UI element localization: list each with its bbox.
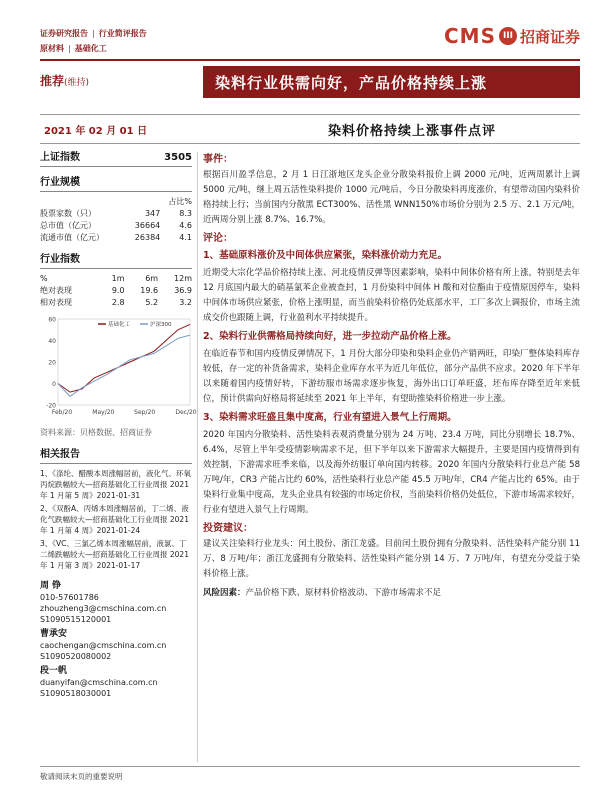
analyst-name: 周 铮 <box>40 581 62 591</box>
main-body <box>203 152 580 601</box>
analyst-email[interactable]: duanyifan@cmschina.com.cn <box>40 678 158 687</box>
y-tick-label: -20 <box>46 402 56 410</box>
x-tick-label: Dec/20 <box>175 409 197 416</box>
analyst-name: 曹承安 <box>40 629 68 639</box>
y-tick-label: 0 <box>52 381 56 388</box>
report-category: 证券研究报告 <box>40 29 88 38</box>
logo-chinese: 招商证券 <box>519 27 580 46</box>
report-subtype: 行业简评报告 <box>98 29 147 38</box>
report-title: 染料行业供需向好，产品价格持续上涨 <box>203 66 580 98</box>
x-tick-label: Sep/20 <box>134 409 156 416</box>
analyst-email[interactable]: caochengan@cmschina.com.cn <box>40 641 167 650</box>
series-line-1 <box>58 335 190 396</box>
x-tick-label: Feb/20 <box>51 409 73 416</box>
scale-unit: 占比% <box>168 197 192 206</box>
analyst-cert: S1090515120001 <box>40 615 112 624</box>
comment-heading: 评论： <box>203 233 233 244</box>
y-tick-label: 60 <box>48 316 56 324</box>
x-tick-label: May/20 <box>92 409 115 416</box>
sector: 原材料 <box>40 44 64 53</box>
logo-seal: III <box>499 27 517 45</box>
related-item[interactable]: 1、《涤纶、醋酸本周涨幅居前，液化气、环氧丙烷跌幅较大—招商基础化工行业周报 2021 年 1 月第 5 周》2021-01-31 <box>40 469 192 500</box>
related-header: 相关报告 <box>40 449 192 464</box>
date-bar <box>40 114 580 144</box>
chart-source: 资料来源：贝格数据、招商证券 <box>40 428 152 437</box>
point-1-heading: 1、基础原料涨价及中间体供应紧张，染料涨价动力充足。 <box>203 250 448 261</box>
event-paragraph: 根据百川盈孚信息，2 月 1 日江浙地区龙头企业分散染料报价上调 2000 元/吨，近两周累计上调 5000 元/吨，继上周五活性染料提价 1000 元/吨后，今日分散染料再度涨价，有望带动国内染料价格持续上行；当前国内分散黑 ECT300%、活性黑 WNN150%市场价分别为 2.5 万、2.1 万元/吨，近两周分别上涨 8.7%、16.7%。 <box>203 170 580 225</box>
analyst-email[interactable]: zhouzheng3@cmschina.com.cn <box>40 604 167 613</box>
footer-note: 敬请阅读末页的重要说明 <box>40 766 580 782</box>
analyst-phone: 010-57601786 <box>40 593 99 602</box>
analyst-list <box>40 581 192 699</box>
analyst-name: 段一帆 <box>40 666 68 676</box>
table-row: 绝对表现 9.0 19.6 36.9 <box>40 286 192 295</box>
table-row: 总市值（亿元） 36664 4.6 <box>40 221 192 230</box>
legend-label: 基础化工 <box>108 322 131 328</box>
header-divider <box>40 59 580 61</box>
point-3-paragraph: 2020 年国内分散染料、活性染料表观消费量分别为 24 万吨、23.4 万吨，同比分别增长 18.7%、6.4%，尽管上半年受疫情影响需求不足，但下半年以来下游需求大幅提升，主要是国内疫情得到有效控制，下游需求旺季来临，以及海外纺服订单向国内转移。2020 年国内分散染料行业总产能 58 万吨/年，CR3 产能占比约 60%，活性染料行业总产能 45.5 万吨/年，CR4 产能占比约 65%。由于染料行业集中度高，龙头企业具有较强的市场定价权，当前染料价格仍处低位，下游市场需求较好，行业有望进入景气上行周期。 <box>203 430 580 515</box>
company-logo <box>444 24 580 48</box>
perf-header: 行业指数 <box>40 254 192 269</box>
scale-header: 行业规模 <box>40 177 192 192</box>
index-label: 上证指数 <box>40 152 80 163</box>
y-tick-label: 20 <box>48 359 56 367</box>
column-divider <box>197 152 198 762</box>
index-chart <box>40 313 197 425</box>
report-type-header: 证券研究报告 | 行业简评报告 原材料 | 基础化工 <box>40 29 147 53</box>
index-row <box>40 152 192 167</box>
analyst-cert: S1090518030001 <box>40 689 112 698</box>
related-item[interactable]: 2、《双酚A、丙烯本周涨幅居前，丁二烯、液化气跌幅较大—招商基础化工行业周报 2021 年 1 月第 4 周》2021-01-24 <box>40 504 189 535</box>
index-chart-svg <box>40 313 197 421</box>
risk-line <box>203 586 580 601</box>
logo-latin: CMS <box>444 24 496 48</box>
invest-paragraph: 建议关注染料行业龙头：闰土股份、浙江龙盛。目前闰土股份拥有分散染料、活性染料产能分别 11 万、8 万吨/年；浙江龙盛拥有分散染料、活性染料产能分别 14 万、7 万吨/年，有望充分受益于染料价格上涨。 <box>203 539 580 579</box>
plot-frame <box>58 319 190 405</box>
series-line-0 <box>58 324 190 392</box>
scale-table <box>40 196 192 244</box>
invest-heading: 投资建议： <box>203 523 253 534</box>
rating <box>40 72 89 89</box>
table-row: 流通市值（亿元） 26384 4.1 <box>40 233 192 242</box>
table-row: 相对表现 2.8 5.2 3.2 <box>40 298 192 307</box>
risk-text: 产品价格下跌、原材料价格波动、下游市场需求不足 <box>245 588 442 598</box>
point-1-paragraph: 近期受大宗化学品价格持续上涨、河北疫情反弹等因素影响，染料中间体价格有所上涨，特别是去年 12 月底国内最大的硝基氯苯企业被查封，1 月份染料中间体 H 酸和对位酯由于疫情原因停车，染料中间体市场供应紧张，价格上涨明显，而当前染料价格仍处底部水平，工厂多次上调报价，市场主流成交价也跟随上调，行业盈利水平持续提升。 <box>203 268 580 323</box>
risk-heading: 风险因素： <box>203 588 246 598</box>
report-date: 2021 年 02 月 01 日 <box>44 126 148 137</box>
point-2-heading: 2、染料行业供需格局持续向好，进一步拉动产品价格上涨。 <box>203 331 457 342</box>
table-row: 股票家数（只） 347 8.3 <box>40 209 192 218</box>
rating-sub: (维持) <box>64 78 90 88</box>
analyst-cert: S1090520080002 <box>40 652 112 661</box>
related-item[interactable]: 3、《VC、三氯乙烯本周涨幅居前，液氯、丁二烯跌幅较大—招商基础化工行业周报 2021 年 1 月第 3 周》2021-01-17 <box>40 539 189 570</box>
report-subtitle: 染料价格持续上涨事件点评 <box>328 124 497 139</box>
perf-table: % 1m 6m 12m 绝对表现 9.0 19.6 36.9 相对表现 2.8 5.2 3.2 <box>40 274 192 307</box>
sidebar <box>40 152 197 699</box>
y-tick-label: 40 <box>48 338 56 345</box>
index-value: 3505 <box>164 152 192 163</box>
point-3-heading: 3、染料需求旺盛且集中度高，行业有望进入景气上行周期。 <box>203 412 457 423</box>
event-heading: 事件： <box>203 154 233 165</box>
rating-label: 推荐 <box>40 74 65 88</box>
legend-label: 沪深300 <box>150 322 172 328</box>
sub-sector: 基础化工 <box>74 44 107 53</box>
point-2-paragraph: 在临近春节和国内疫情反弹情况下，1 月份大部分印染和染料企业仍产销两旺，印染厂整体染料库存较低，存一定的补货备需求，染料企业库存水平为近几年低位，部分产品供不应求。2020 年下半年以来随着国内疫情好转，下游纺服市场需求逐步恢复，海外出口订单旺盛，坯布库存降至近年来低位，预计供需向好格局将延续至 2021 年上半年，有望助推染料价格进一步上涨。 <box>203 349 580 404</box>
